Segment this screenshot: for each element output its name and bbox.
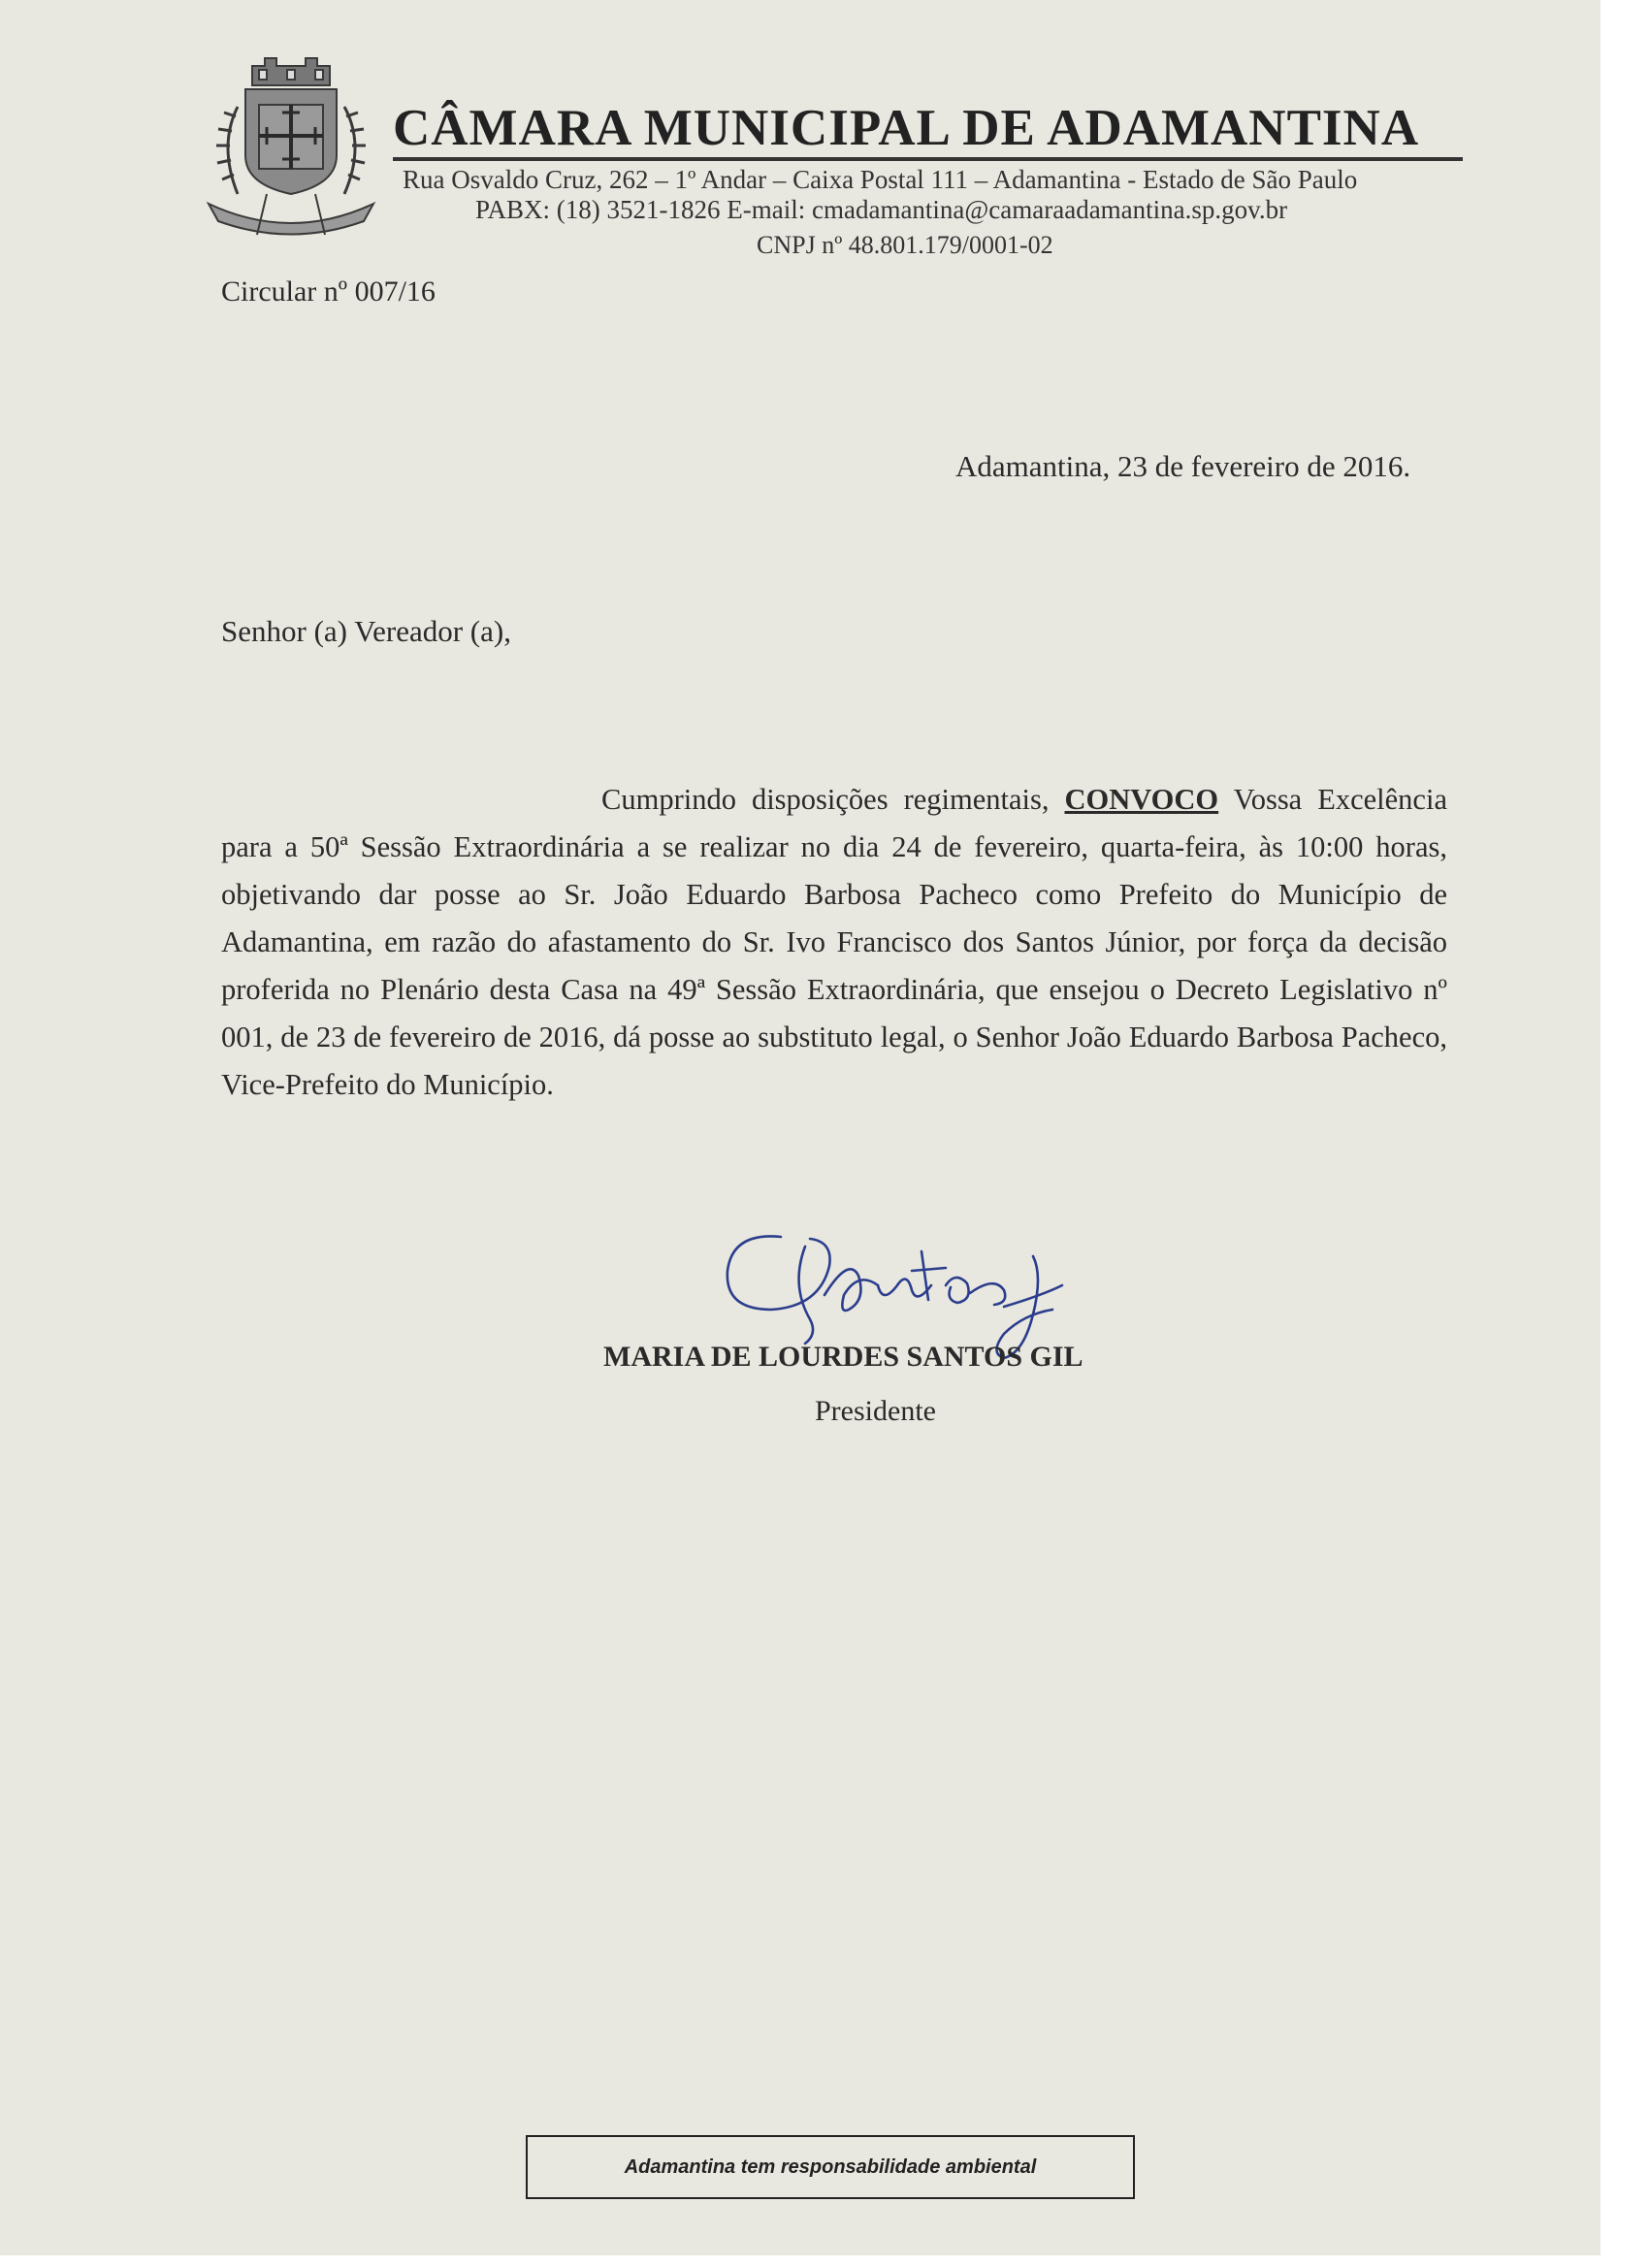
footer-box bbox=[526, 2135, 1135, 2199]
institution-contact: PABX: (18) 3521-1826 E-mail: cmadamantina@camaraadamantina.sp.gov.br bbox=[475, 195, 1288, 224]
letter-date: Adamantina, 23 de fevereiro de 2016. bbox=[955, 449, 1411, 483]
scan-margin bbox=[1600, 0, 1649, 2268]
salutation: Senhor (a) Vereador (a), bbox=[221, 614, 511, 648]
title-underline bbox=[393, 157, 1463, 161]
signer-role: Presidente bbox=[815, 1395, 936, 1427]
institution-title: CÂMARA MUNICIPAL DE ADAMANTINA bbox=[393, 100, 1420, 156]
body-intro: Cumprindo disposições regimentais, bbox=[601, 783, 1065, 816]
signer-name: MARIA DE LOURDES SANTOS GIL bbox=[603, 1341, 1083, 1373]
municipal-crest-icon bbox=[199, 49, 383, 238]
circular-number: Circular nº 007/16 bbox=[221, 275, 436, 308]
body-rest: Vossa Excelência para a 50ª Sessão Extraordinária a se realizar no dia 24 de fevereiro, quarta-feira, às 10:00 horas, objetivando dar posse ao Sr. João Eduardo Barbosa Pacheco como Prefeito do Município de Adamantina, em razão do afastamento do Sr. Ivo Francisco dos Santos Júnior, por força da decisão proferida no Plenário desta Casa na 49ª Sessão Extraordinária, que ensejou o Decreto Legislativo nº 001, de 23 de fevereiro de 2016, dá posse ao substituto legal, o Senhor João Eduardo Barbosa Pacheco, Vice-Prefeito do Município. bbox=[221, 783, 1447, 1101]
institution-cnpj: CNPJ nº 48.801.179/0001-02 bbox=[757, 231, 1053, 259]
letter-body bbox=[221, 776, 1447, 1109]
body-emphasis: CONVOCO bbox=[1064, 783, 1219, 816]
scan-margin-bottom bbox=[0, 2255, 1649, 2268]
footer-slogan: Adamantina tem responsabilidade ambiental bbox=[624, 2155, 1037, 2178]
institution-address: Rua Osvaldo Cruz, 262 – 1º Andar – Caixa Postal 111 – Adamantina - Estado de São Paulo bbox=[403, 165, 1358, 194]
